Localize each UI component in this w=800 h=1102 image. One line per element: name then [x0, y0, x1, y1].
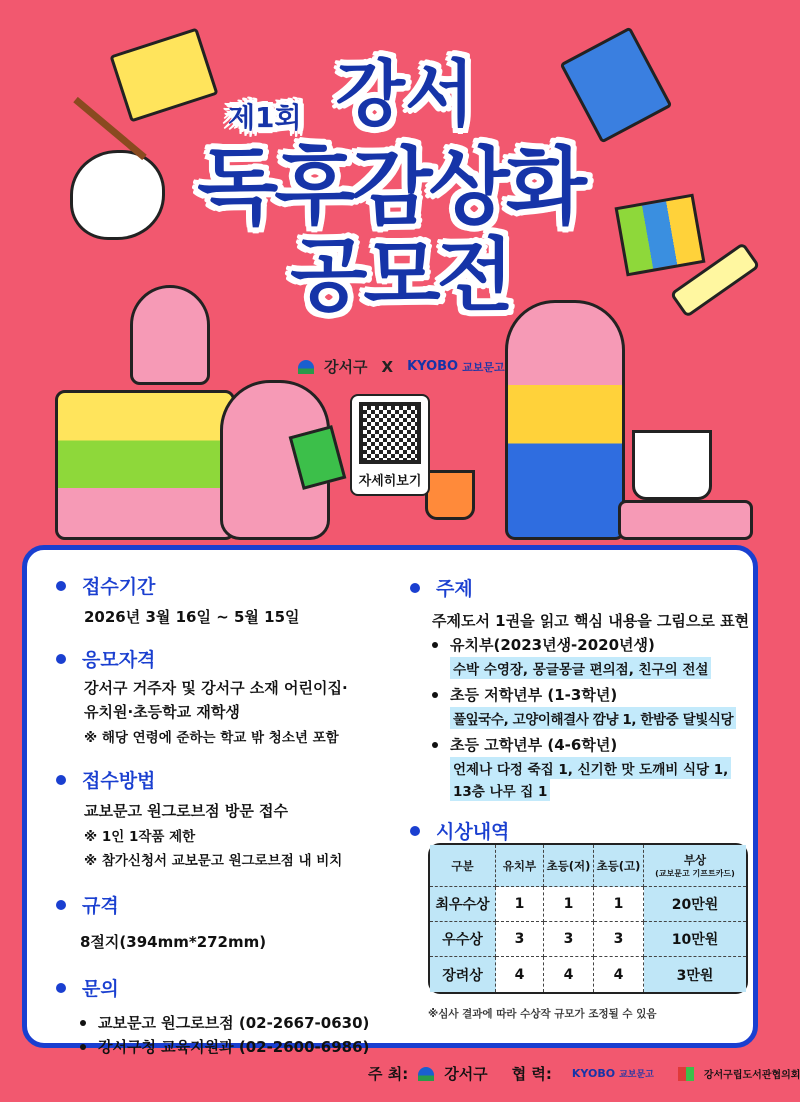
- kyobo-logo-en: KYOBO: [571, 1067, 616, 1080]
- heading-text: 주제: [436, 578, 473, 600]
- award-name: 장려상: [430, 957, 496, 992]
- heading-text: 시상내역: [436, 821, 510, 843]
- heading-text: 접수기간: [82, 576, 156, 598]
- heading-text: 문의: [82, 978, 119, 1000]
- col-header: 유치부: [496, 845, 544, 887]
- contact-text: 강서구청 교육지원과 (02-2600-6986): [98, 1038, 370, 1056]
- plant-illustration: [632, 430, 712, 500]
- section-period-heading: [56, 572, 396, 599]
- kyobo-logo-en: KYOBO: [407, 359, 459, 374]
- eligibility-line-1: 강서구 거주자 및 강서구 소재 어린이집·: [84, 679, 348, 697]
- partner-x: X: [381, 357, 394, 376]
- cell: 3: [594, 922, 644, 957]
- title-line-2: 독후감상화: [197, 138, 583, 236]
- bullet-icon: [56, 983, 66, 993]
- library-council-name: 강서구립도서관협의회: [703, 1070, 800, 1081]
- qr-label: 자세히보기: [358, 474, 422, 489]
- table-header-row: [430, 845, 746, 887]
- books-stack-illustration: [618, 500, 753, 540]
- section-method-heading: [56, 766, 396, 793]
- group-label-text: 초등 고학년부 (4-6학년): [450, 736, 618, 754]
- group-books: 풀잎국수, 고양이해결사 깜냥 1, 한밤중 달빛식당: [450, 707, 736, 729]
- host-label: 주 최:: [368, 1065, 409, 1083]
- heading-text: 규격: [82, 895, 119, 917]
- award-name: 우수상: [430, 922, 496, 957]
- cell: 4: [496, 957, 544, 992]
- qr-code-button[interactable]: [350, 394, 430, 496]
- group-books: 수박 수영장, 몽글몽글 편의점, 친구의 전설: [450, 657, 711, 679]
- contact-item: [80, 1035, 396, 1059]
- col-header-prize: [644, 845, 746, 887]
- table-row: [430, 922, 746, 957]
- period-text: 2026년 3월 16일 ~ 5월 15일: [84, 608, 300, 626]
- bullet-icon: [432, 692, 438, 698]
- library-council-logo-icon: [678, 1067, 694, 1081]
- cell: 1: [544, 887, 594, 922]
- col-header: 구분: [430, 845, 496, 887]
- footer: [368, 1063, 800, 1084]
- gangseo-logo-icon: [418, 1067, 434, 1081]
- kyobo-logo-ko: 교보문고: [619, 1070, 654, 1080]
- group-books-cont: 13층 나무 집 1: [450, 779, 550, 801]
- title-line-3: 공모전: [290, 229, 510, 322]
- bullet-icon: [432, 742, 438, 748]
- theme-intro: 주제도서 1권을 읽고 핵심 내용을 그림으로 표현: [432, 612, 750, 630]
- section-awards-heading: [410, 817, 755, 844]
- bullet-icon: [56, 581, 66, 591]
- eligibility-note: ※ 해당 연령에 준하는 학교 밖 청소년 포함: [84, 730, 339, 746]
- spec-text: 8절지(394mm*272mm): [80, 933, 267, 951]
- bullet-icon: [410, 583, 420, 593]
- child-girl-illustration: [130, 285, 210, 385]
- right-column: [410, 574, 755, 844]
- group-label: [432, 633, 755, 657]
- edition-label: 제1회: [228, 101, 302, 134]
- col-header: 초등(저): [544, 845, 594, 887]
- left-column: [56, 572, 396, 1059]
- cell: 1: [496, 887, 544, 922]
- cell: 3: [496, 922, 544, 957]
- group-books: 언제나 다정 죽집 1, 신기한 맛 도깨비 식당 1,: [450, 757, 731, 779]
- section-spec-heading: [56, 891, 396, 918]
- section-theme-heading: [410, 574, 755, 601]
- qr-code-icon: [359, 402, 421, 464]
- method-note-2: ※ 참가신청서 교보문고 원그로브점 내 비치: [84, 853, 343, 869]
- cell: 1: [594, 887, 644, 922]
- plant-pot-illustration: [425, 470, 475, 520]
- prize-cell: 10만원: [644, 922, 746, 957]
- kyobo-logo-ko: 교보문고: [462, 360, 505, 374]
- partner-logos: [298, 356, 505, 377]
- cell: 4: [544, 957, 594, 992]
- table-row: [430, 957, 746, 992]
- awards-footnote: ※심사 결과에 따라 수상작 규모가 조정될 수 있음: [428, 1008, 657, 1020]
- group-label: [432, 733, 755, 757]
- method-text: 교보문고 원그로브점 방문 접수: [84, 802, 289, 820]
- contact-text: 교보문고 원그로브점 (02-2667-0630): [98, 1014, 370, 1032]
- book-illustration: [109, 27, 218, 122]
- bullet-icon: [80, 1044, 86, 1050]
- table-row: [430, 887, 746, 922]
- cell: 3: [544, 922, 594, 957]
- crayons-illustration: [615, 194, 706, 277]
- method-note-1: ※ 1인 1작품 제한: [84, 829, 196, 845]
- award-name: 최우수상: [430, 887, 496, 922]
- title-line-1: 강서: [335, 52, 475, 136]
- awards-table: [428, 843, 748, 994]
- contact-item: [80, 1011, 396, 1035]
- palette-illustration: [70, 150, 165, 240]
- bullet-icon: [56, 654, 66, 664]
- heading-text: 응모자격: [82, 649, 156, 671]
- bullet-icon: [80, 1020, 86, 1026]
- cell: 4: [594, 957, 644, 992]
- books-stack-illustration: [55, 390, 235, 540]
- eligibility-line-2: 유치원·초등학교 재학생: [84, 703, 240, 721]
- coop-label: 협 력:: [511, 1065, 552, 1083]
- host-name: 강서구: [444, 1065, 488, 1083]
- child-boy-illustration: [505, 300, 625, 540]
- group-label-text: 초등 저학년부 (1-3학년): [450, 686, 618, 704]
- bullet-icon: [56, 775, 66, 785]
- section-eligibility-heading: [56, 645, 396, 672]
- group-label-text: 유치부(2023년생-2020년생): [450, 636, 655, 654]
- bullet-icon: [432, 642, 438, 648]
- bullet-icon: [56, 900, 66, 910]
- bullet-icon: [410, 826, 420, 836]
- prize-header: 부상: [683, 853, 707, 867]
- heading-text: 접수방법: [82, 770, 156, 792]
- theme-groups: [432, 633, 755, 801]
- book-illustration: [560, 26, 673, 143]
- section-contact-heading: [56, 974, 396, 1001]
- gangseo-logo-text: 강서구: [324, 358, 368, 376]
- group-label: [432, 683, 755, 707]
- prize-cell: 3만원: [644, 957, 746, 992]
- col-header: 초등(고): [594, 845, 644, 887]
- prize-subheader: (교보문고 기프트카드): [655, 869, 735, 878]
- prize-cell: 20만원: [644, 887, 746, 922]
- gangseo-logo-icon: [298, 360, 314, 374]
